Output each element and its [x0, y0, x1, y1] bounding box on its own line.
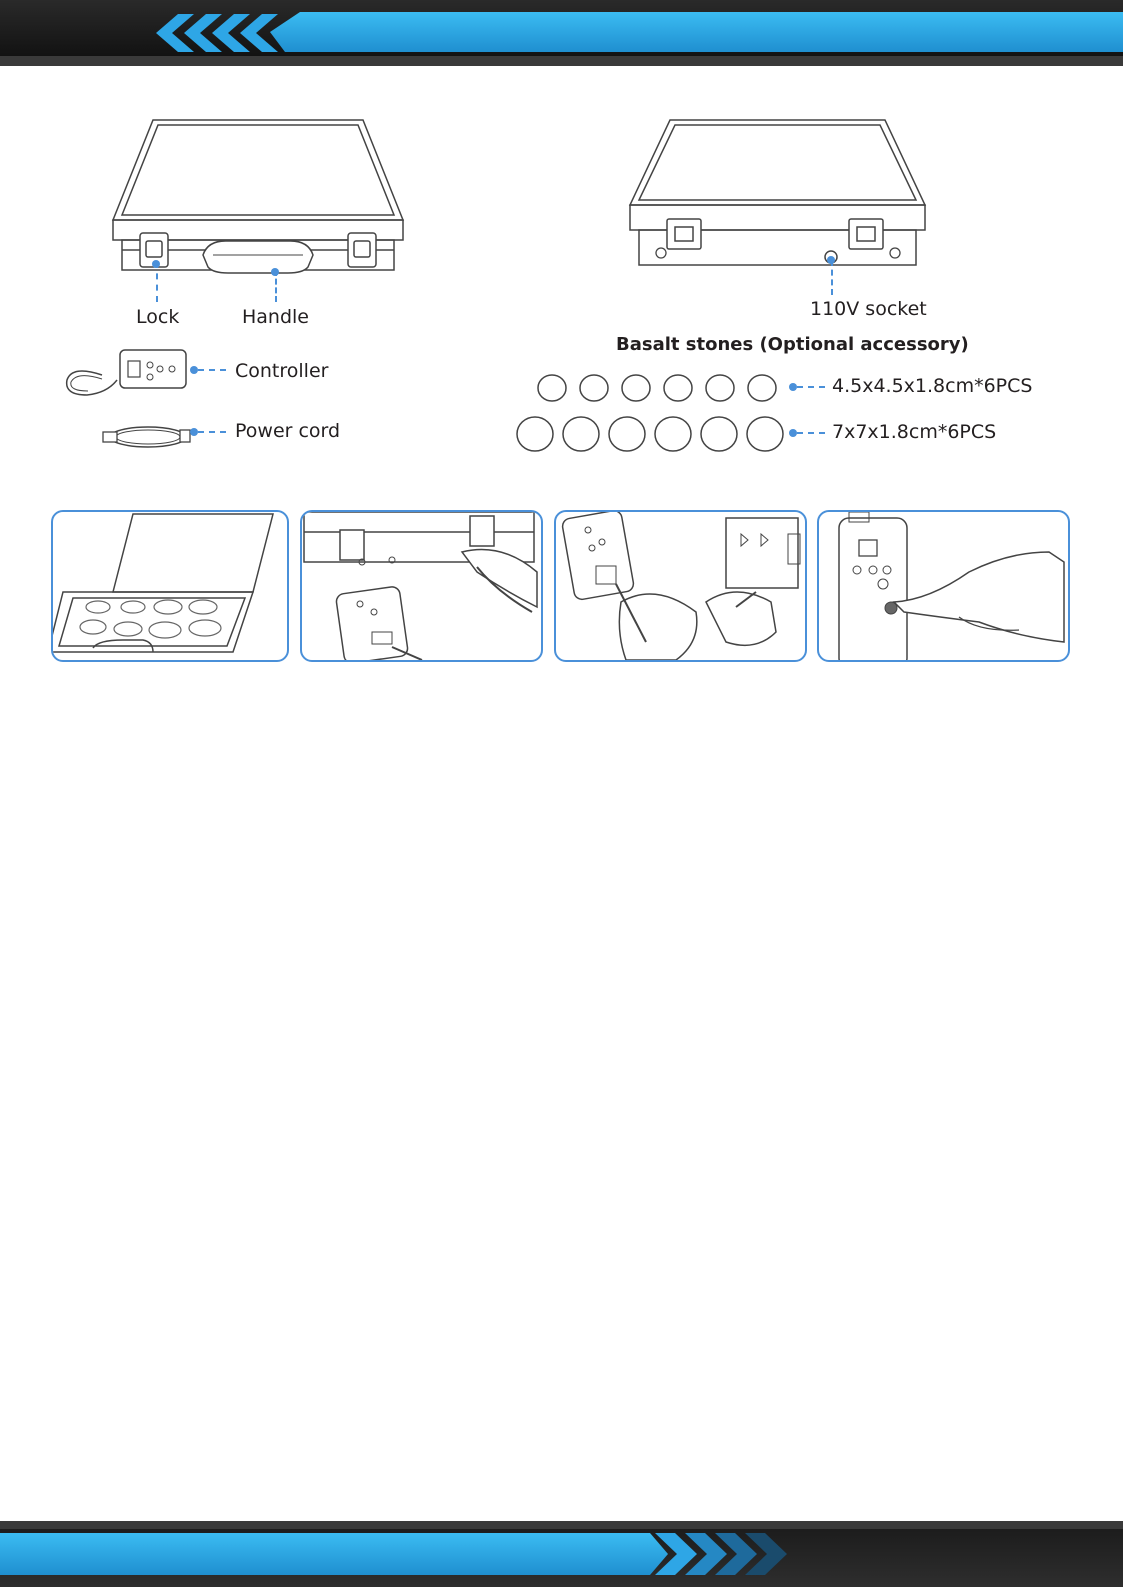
step-2-connect-controller-panel: [300, 510, 543, 662]
large-stones-label: 7x7x1.8cm*6PCS: [832, 421, 997, 443]
top-banner: [0, 0, 1123, 66]
controller-label: Controller: [235, 360, 329, 382]
step-1-open-case-panel: [51, 510, 289, 662]
handle-label: Handle: [242, 306, 310, 328]
socket-label: 110V socket: [810, 298, 927, 320]
handle-icon: [203, 241, 313, 273]
controller-illustration: [62, 345, 190, 400]
lock-label: Lock: [136, 306, 180, 328]
small-stones-illustration: [535, 372, 785, 406]
hinge-right-icon: [849, 219, 883, 249]
bottom-banner: [0, 1521, 1123, 1587]
small-stones-label: 4.5x4.5x1.8cm*6PCS: [832, 375, 1033, 397]
step-3-plug-in-panel: [554, 510, 807, 662]
large-stones-illustration: [515, 413, 785, 455]
case-back-illustration: [625, 115, 930, 275]
lock-right-icon: [348, 233, 376, 267]
power-cord-label: Power cord: [235, 420, 341, 442]
power-cord-illustration: [100, 418, 192, 456]
hinge-left-icon: [667, 219, 701, 249]
case-front-illustration: [108, 115, 410, 280]
step-4-press-button-panel: [817, 510, 1070, 662]
stones-title: Basalt stones (Optional accessory): [616, 334, 969, 355]
